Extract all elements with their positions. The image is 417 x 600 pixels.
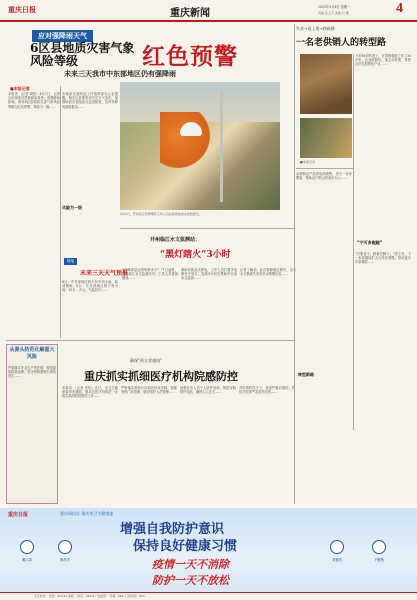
- portrait-photo: [300, 54, 352, 114]
- notice-title: 从源头防范化解重大风险: [9, 347, 55, 360]
- lower-title: 重庆抓实抓细医疗机构院感防控: [84, 370, 238, 383]
- section-rule: [296, 168, 354, 169]
- photo-caption: 4月7日，开州区应急管理局工作人员在排查地质灾害隐患点。: [120, 212, 202, 216]
- photo-caption: ■本报记者: [300, 160, 315, 164]
- article-column: 今年56岁的老王，在供销系统工作了30多年。企业改制后，他主动转型，带领社员发展特色产业……: [355, 54, 411, 67]
- icon-label: 常通风: [332, 558, 342, 562]
- notice-text: 严格落实安全生产责任制，强化隐患排查治理，坚决遏制重特大事故发生……: [8, 366, 56, 379]
- lower-kicker: 确保“药方零感染”: [130, 358, 163, 363]
- section-rule: [6, 340, 294, 341]
- box-label: 链接: [64, 258, 77, 265]
- article-column: 记者了解到，此次强降雨过程中，全市水文系统共发布洪水预警信息……: [240, 268, 296, 277]
- section-subhead: “宁可多跑腿”: [357, 240, 383, 245]
- column-rule: [60, 86, 61, 338]
- right-kicker: 失业→再上岗→挣新路: [296, 26, 335, 31]
- banner-slogan-red: 防护一天不放松: [152, 574, 229, 587]
- headline-kicker: 应对强降雨天气: [32, 30, 93, 42]
- box-title: 未来三天天气预报: [80, 270, 129, 277]
- byline: ■本报记者: [10, 86, 30, 91]
- section-rule: [120, 228, 294, 229]
- article-column: 严格落实预检分诊和首诊负责制，加强发热门诊管理，做好陪护人员管理……: [121, 386, 177, 395]
- paper-logo: 重庆日报: [8, 5, 36, 14]
- banner-sponsor: 重庆网信办 重庆市卫生健康委: [60, 511, 114, 516]
- headline-left: 6区县地质灾害气象风险等级: [30, 41, 135, 68]
- ventilation-icon: [330, 540, 344, 554]
- banner-slogan: 保持良好健康习惯: [133, 539, 238, 554]
- banner-slogan: 增强自我防护意识: [120, 522, 225, 537]
- section-subhead: 转型新路: [298, 372, 314, 377]
- icon-label: 戴口罩: [22, 558, 32, 562]
- article-subtitle: 开州临江水文监测站：: [150, 237, 201, 243]
- column-rule: [353, 54, 354, 430]
- mask-icon: [20, 540, 34, 554]
- banner-slogan-red: 疫情一天不消除: [152, 558, 229, 571]
- article-column: “洪峰流量达到每秒多少？”7日凌晨，开州临江水文监测站内，工作人员冒雨测流……: [122, 268, 178, 281]
- box-text: 8日：中东部地区阴天有中到大雨，局部暴雨；9日：东北部地区阴天有小雨；10日：多云，气温回升……: [62, 280, 118, 293]
- section-title: 重庆新闻: [170, 8, 210, 19]
- icon-label: 不聚集: [374, 558, 384, 562]
- column-rule: [294, 24, 295, 504]
- article-column: 从收购农产品到电商销售，老王一步步摸索，帮助农户把山货卖出大山……: [296, 172, 352, 181]
- hand-wash-icon: [58, 540, 72, 554]
- date-line: 2022年4月8日 星期一: [318, 5, 351, 9]
- banner-logo: 重庆日报: [8, 512, 29, 518]
- article-title: “黑灯瞎火”3小时: [160, 250, 231, 260]
- article-column: 市地质灾害防治工作指挥部办公室提醒，相关区县要密切关注天气变化，加强地质灾害隐患点巡查排查，及时转移受威胁群众……: [62, 92, 118, 109]
- editor-line: 责编 张五芳 美编 付 鹏: [318, 11, 349, 15]
- subheadline: 未来三天我市中东部地区仍有强降雨: [64, 70, 176, 78]
- article-column: 本报讯 （记者 周松）4月7日，记者从市规划自然资源局获悉，受强降雨影响，我市6区县地质灾害气象风险等级为红色预警，风险为一级……: [8, 92, 60, 109]
- footer-text: 文字核对： 电话：023-67 排版： 电话：023-6 广告经营： 传真：023- 订阅电话：023-: [34, 594, 146, 598]
- article-column: “只要肯干，路就在脚下。”老王说，下一步将继续扩大合作社规模，带动更多乡亲增收……: [355, 252, 411, 265]
- field-photo: [300, 118, 352, 158]
- news-photo: [120, 82, 280, 210]
- article-column: 加强医务人员个人防护培训，规范穿脱防护用品，确保人人过关……: [180, 386, 236, 395]
- icon-label: 勤洗手: [60, 558, 70, 562]
- section-subhead: 风险为一级: [62, 205, 82, 210]
- article-column: 本报讯 （记者 李珩）近日，市卫生健康委印发通知，要求各医疗机构进一步抓实抓细院感防控工作……: [62, 386, 118, 399]
- article-column: 暴雨导致站点停电，工作人员打着手电筒坚守岗位，连续3小时在黑暗中完成水文监测……: [181, 268, 237, 281]
- page-number: 4: [396, 1, 403, 16]
- no-gathering-icon: [372, 540, 386, 554]
- right-title: 一名老供销人的转型路: [296, 38, 387, 48]
- article-column: 对院感防控不力、造成严重后果的，将依法依规严肃追责问责……: [239, 386, 295, 395]
- headline-red: 红色预警: [142, 44, 238, 70]
